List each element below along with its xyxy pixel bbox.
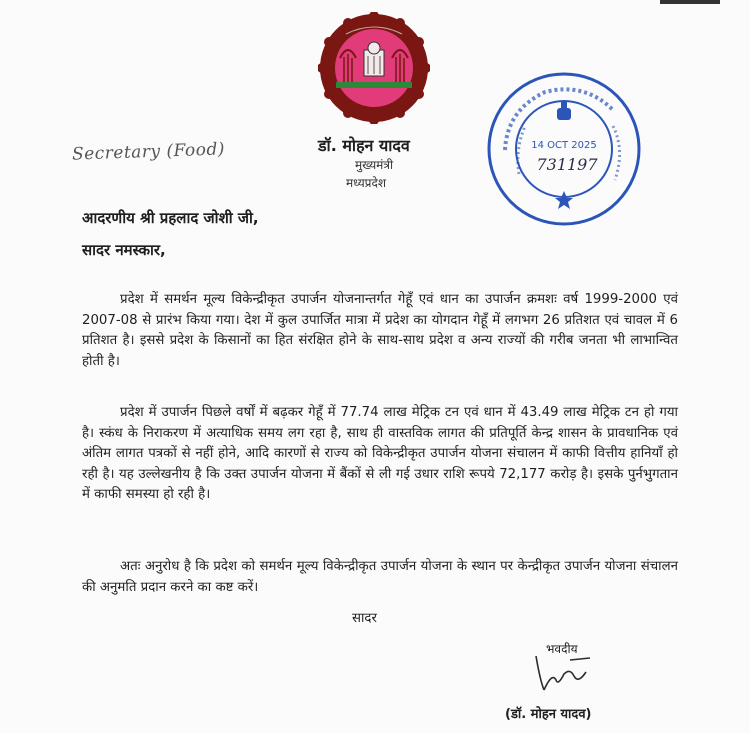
sender-name: डॉ. मोहन यादव [318, 136, 410, 155]
greeting: सादर नमस्कार, [82, 241, 166, 259]
signature-icon [530, 650, 600, 698]
sender-state: मध्यप्रदेश [346, 176, 387, 190]
ministry-receipt-stamp-icon [485, 70, 643, 228]
paragraph-2: प्रदेश में उपार्जन पिछले वर्षों में बढ़कर गेहूँ में 77.74 लाख मेट्रिक टन एवं धान में 43.49 लाख मेट्रिक टन हो गया है। स्कंध के निराकरण में अत्याधिक समय लग रहा है, साथ ही वास्तविक लागत की प्रतिपूर्ति केन्द्र शासन के प्रावधानिक एवं अंतिम लागत पत्रकों से नहीं होने, आदि कारणों से राज्य को विकेन्द्रीकृत उपार्जन योजना संचालन में काफी वित्तीय हानियाँ हो रही है। यह उल्लेखनीय है कि उक्त उपार्जन योजना में बैंकों से ली गई उधार राशि रूपये 72,177 करोड़ है। इसके पुर्नभुगतान में काफी समस्या हो रही है। [82, 405, 678, 502]
scan-edge-mark [660, 0, 720, 4]
sender-designation: मुख्यमंत्री [355, 158, 394, 172]
yours-sincerely: भवदीय [546, 642, 578, 656]
paragraph-3: अतः अनुरोध है कि प्रदेश को समर्थन मूल्य विकेन्द्रीकृत उपार्जन योजना के स्थान पर केन्द्रीकृत उपार्जन योजना संचालन की अनुमति प्रदान करने का कष्ट करें। [82, 559, 678, 595]
handwritten-note: Secretary (Food) [71, 139, 226, 165]
closing: सादर [352, 611, 377, 626]
paragraph-1: प्रदेश में समर्थन मूल्य विकेन्द्रीकृत उपार्जन योजनान्तर्गत गेहूँ एवं धान का उपार्जन क्रमशः वर्ष 1999-2000 एवं 2007-08 से प्रारंभ किया गया। देश में कुल उपार्जित मात्रा में प्रदेश का योगदान गेहूँ में लगभग 26 प्रतिशत एवं चावल में 6 प्रतिशत है। इससे प्रदेश के किसानों का हित संरक्षित होने के साथ-साथ प्रदेश व अन्य राज्यों की गरीब जनता भी लाभान्वित होती है। [82, 292, 678, 369]
stamp-date: 14 OCT 2025 [531, 140, 597, 151]
signatory-name: (डॉ. मोहन यादव) [505, 707, 592, 722]
stamp-number: 731197 [536, 155, 598, 174]
madhya-pradesh-emblem-icon [318, 12, 430, 124]
salutation: आदरणीय श्री प्रहलाद जोशी जी, [82, 209, 259, 227]
